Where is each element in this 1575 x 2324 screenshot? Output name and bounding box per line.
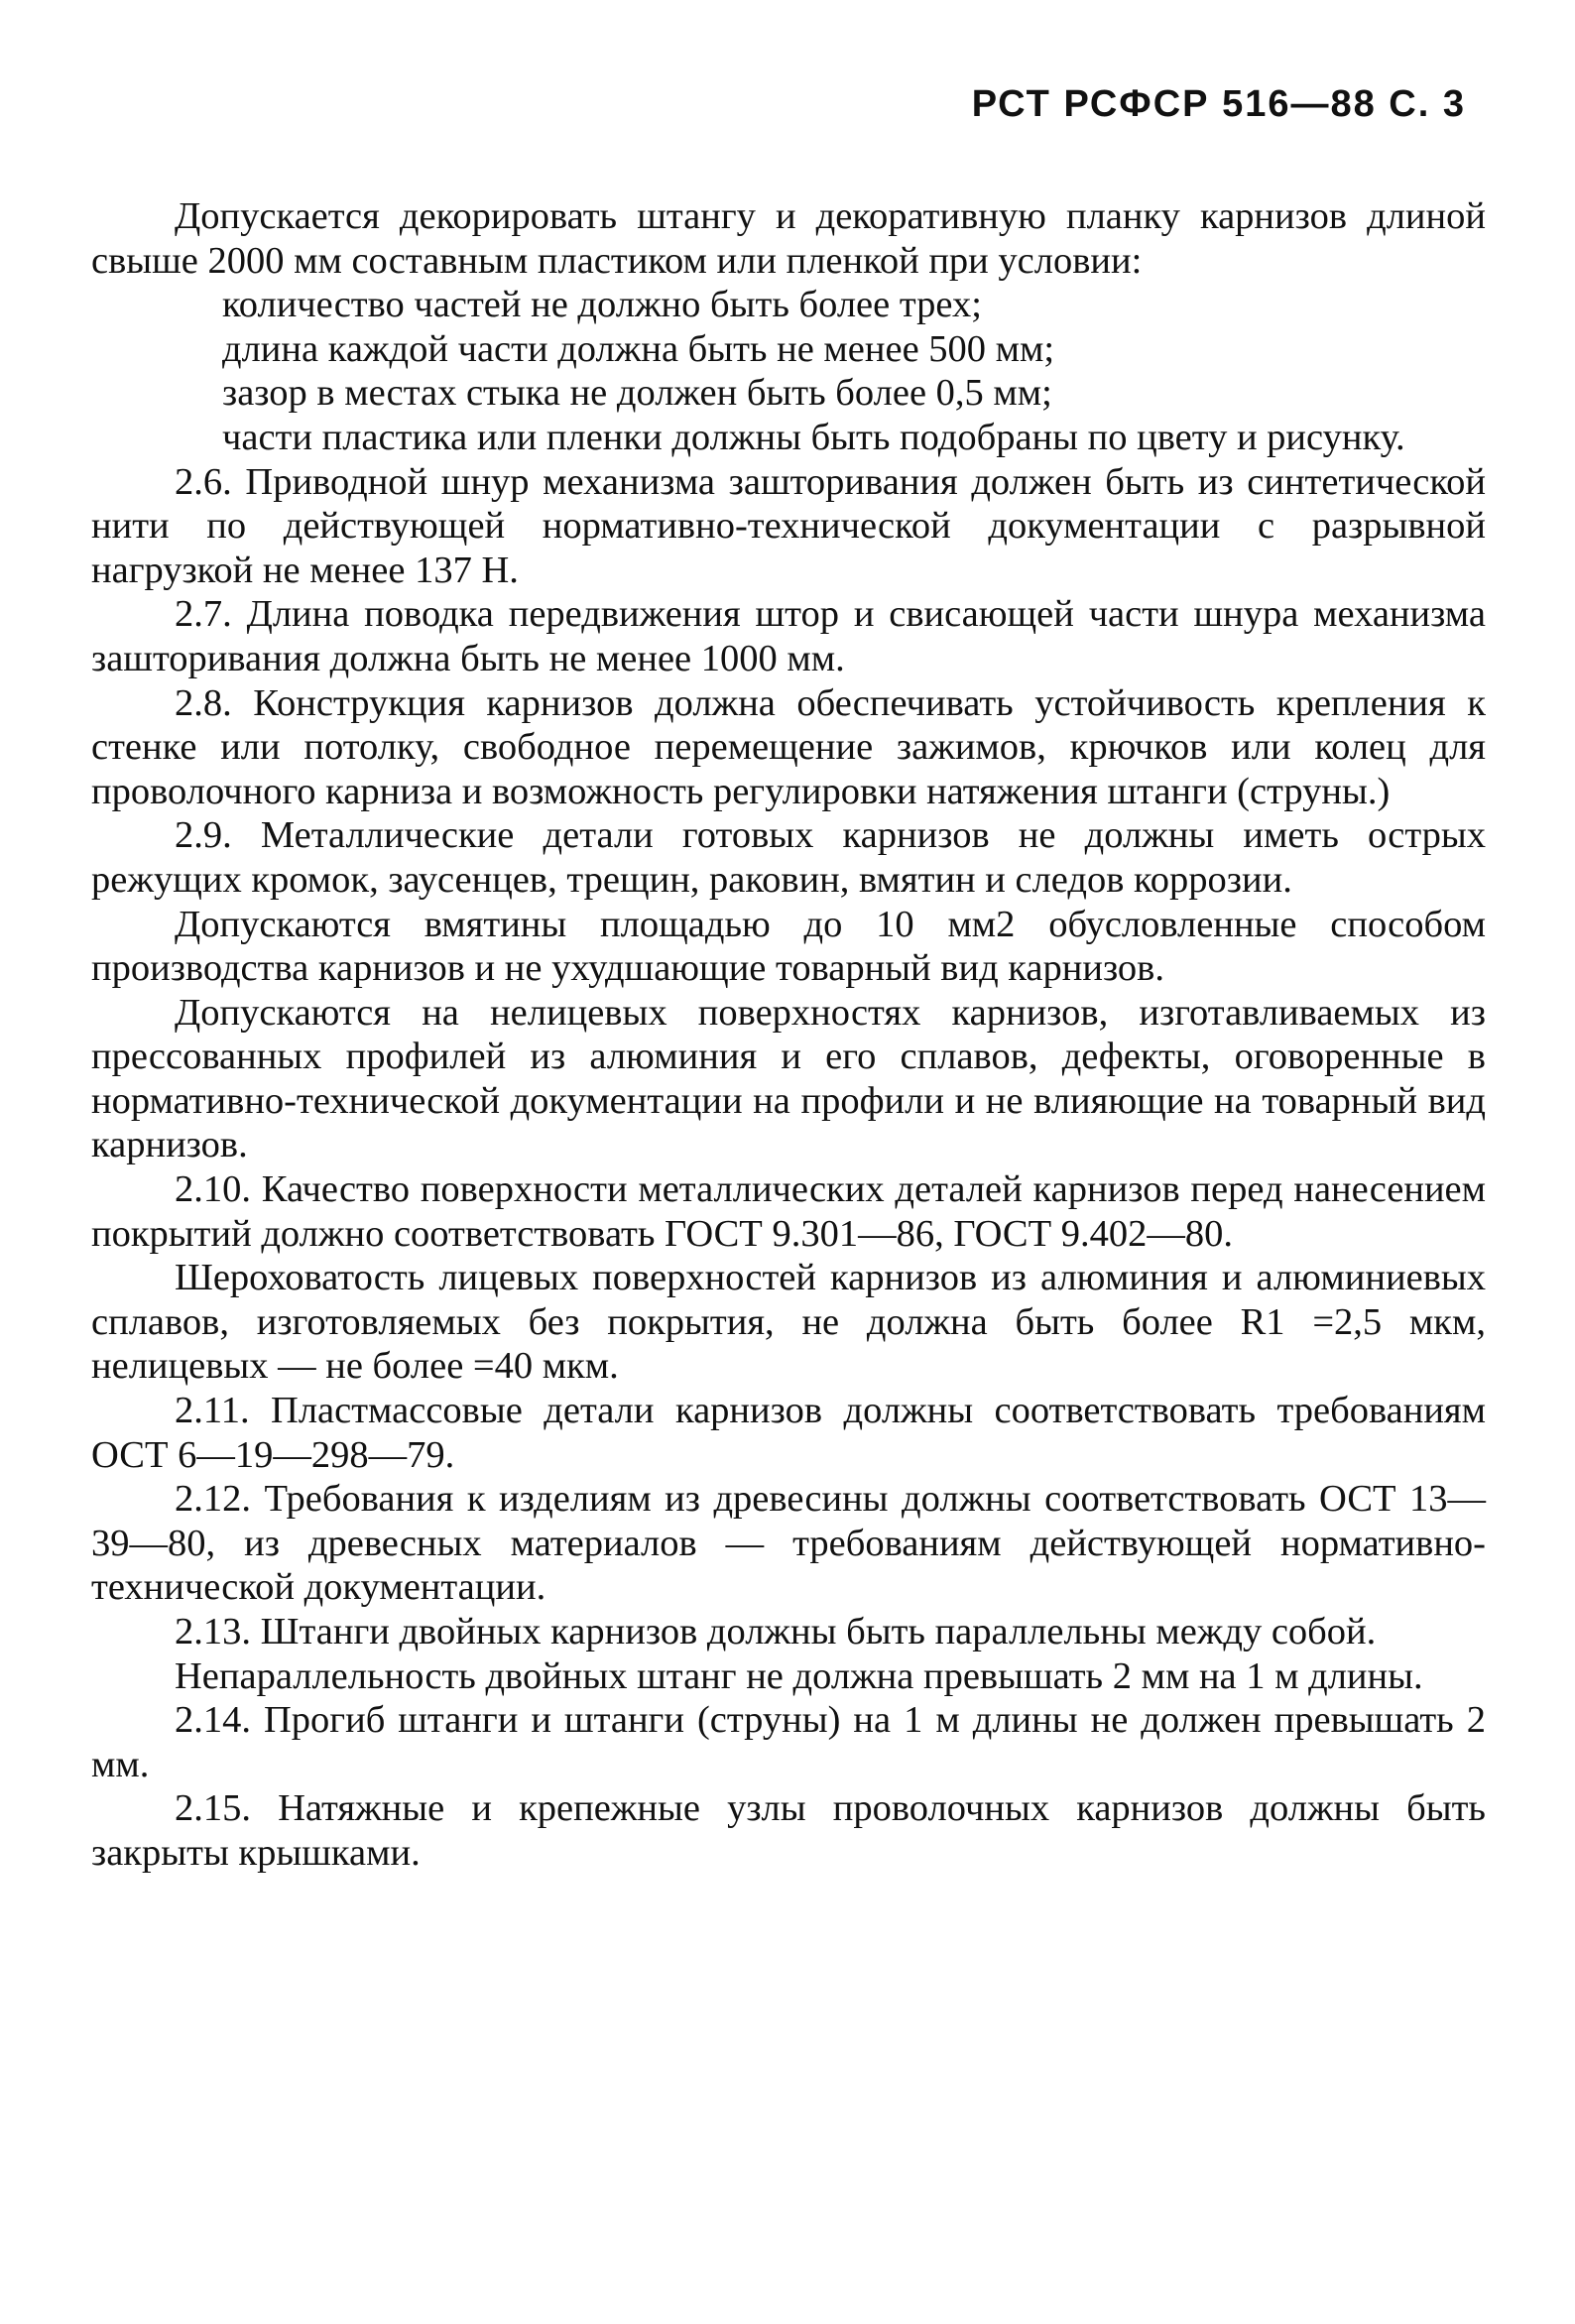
clause-2-14: 2.14. Прогиб штанги и штанги (струны) на 1 м длины не должен превышать 2 мм. bbox=[91, 1699, 1486, 1785]
clause-2-11: 2.11. Пластмассовые детали карнизов должны соответствовать требованиям ОСТ 6—19—298—79. bbox=[91, 1390, 1486, 1476]
condition-item-parts-count: количество частей не должно быть более трех; bbox=[222, 284, 982, 326]
running-header: РСТ РСФСР 516—88 С. 3 bbox=[971, 83, 1466, 125]
clause-2-8: 2.8. Конструкция карнизов должна обеспечивать устойчивость крепления к стенке или потолку, свободное перемещение зажимов, крючков или колец для проволочного карниза и возможность регулировки натяжения штанги (струны.) bbox=[91, 681, 1486, 812]
clause-2-15: 2.15. Натяжные и крепежные узлы проволочных карнизов должны быть закрыты крышками. bbox=[91, 1787, 1486, 1874]
paragraph-decoration-allowance: Допускается декорировать штангу и декоративную планку карнизов длиной свыше 2000 мм составным пластиком или пленкой при условии: bbox=[91, 195, 1486, 282]
condition-item-color-match: части пластика или пленки должны быть подобраны по цвету и рисунку. bbox=[222, 416, 1405, 458]
paragraph-dents-allowance: Допускаются вмятины площадью до 10 мм2 обусловленные способом производства карнизов и не ухудшающие товарный вид карнизов. bbox=[91, 903, 1486, 990]
paragraph-defects-allowance: Допускаются на нелицевых поверхностях карнизов, изготавливаемых из прессованных профилей из алюминия и его сплавов, дефекты, оговоренные в нормативно-технической документации на профили и не влияющие на товарный вид карнизов. bbox=[91, 991, 1486, 1166]
clause-2-7: 2.7. Длина поводка передвижения штор и свисающей части шнура механизма зашторивания должна быть не менее 1000 мм. bbox=[91, 593, 1486, 679]
condition-item-part-length: длина каждой части должна быть не менее 500 мм; bbox=[222, 327, 1055, 370]
clause-2-9: 2.9. Металлические детали готовых карнизов не должны иметь острых режущих кромок, заусенцев, трещин, раковин, вмятин и следов коррозии. bbox=[91, 814, 1486, 901]
clause-2-6: 2.6. Приводной шнур механизма зашторивания должен быть из синтетической нити по действующей нормативно-технической документации с разрывной нагрузкой не менее 137 Н. bbox=[91, 460, 1486, 591]
paragraph-non-parallelism: Непараллельность двойных штанг не должна превышать 2 мм на 1 м длины. bbox=[175, 1654, 1423, 1697]
clause-2-13: 2.13. Штанги двойных карнизов должны быть параллельны между собой. bbox=[175, 1611, 1377, 1652]
condition-item-joint-gap: зазор в местах стыка не должен быть более 0,5 мм; bbox=[222, 372, 1052, 415]
clause-2-12: 2.12. Требования к изделиям из древесины должны соответствовать ОСТ 13—39—80, из древесных материалов — требованиям действующей нормативно-технической документации. bbox=[91, 1478, 1486, 1609]
clause-2-10: 2.10. Качество поверхности металлических деталей карнизов перед нанесением покрытий должно соответствовать ГОСТ 9.301—86, ГОСТ 9.402—80. bbox=[91, 1168, 1486, 1255]
body-text bbox=[91, 194, 1486, 1876]
paragraph-roughness: Шероховатость лицевых поверхностей карнизов из алюминия и алюминиевых сплавов, изготовляемых без покрытия, не должна быть более R1 =2,5 мкм, нелицевых — не более =40 мкм. bbox=[91, 1257, 1486, 1388]
